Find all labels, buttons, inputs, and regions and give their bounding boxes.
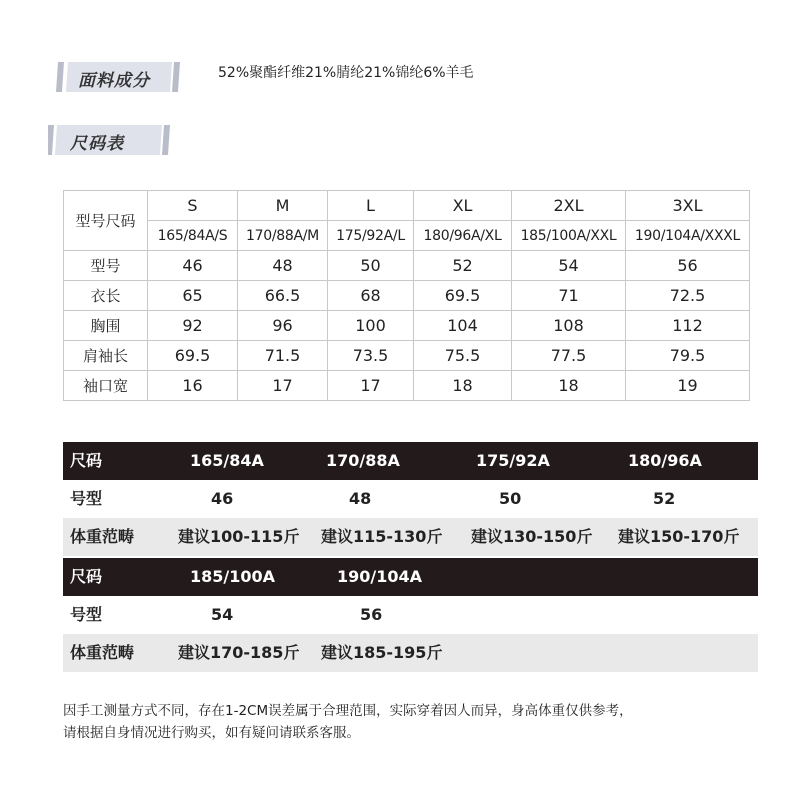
size-header: M: [238, 191, 328, 221]
row-label: 尺码: [70, 567, 103, 586]
table-cell: 建议115-130斤: [321, 527, 443, 546]
table-cell: 46: [211, 489, 234, 508]
table-row: [64, 371, 750, 401]
measurement-note: [63, 700, 763, 744]
note-line: 因手工测量方式不同，存在1-2CM误差属于合理范围，实际穿着因人而异，身高体重仅供参考，: [63, 703, 633, 719]
size-label-text: 尺码表: [70, 134, 124, 154]
table-cell: 56: [626, 251, 750, 281]
table-cell: 104: [414, 311, 512, 341]
table-row: [64, 221, 750, 251]
table-cell: 18: [512, 371, 626, 401]
size-code: 190/104A/XXXL: [626, 221, 750, 251]
row-label: 袖口宽: [64, 371, 148, 401]
size-header: S: [148, 191, 238, 221]
model-row: [63, 596, 758, 634]
size-code: 170/88A/M: [238, 221, 328, 251]
table-cell: 54: [512, 251, 626, 281]
table-row: [64, 281, 750, 311]
table-cell: 170/88A: [326, 451, 400, 470]
table-cell: 165/84A: [190, 451, 264, 470]
table-cell: 69.5: [414, 281, 512, 311]
table-cell: 73.5: [328, 341, 414, 371]
row-label: 号型: [70, 605, 103, 624]
table-cell: 52: [414, 251, 512, 281]
weight-row: [63, 634, 758, 672]
table-cell: 72.5: [626, 281, 750, 311]
table-cell: 71.5: [238, 341, 328, 371]
note-line: 请根据自身情况进行购买，如有疑问请联系客服。: [63, 725, 360, 741]
fabric-label-text: 面料成分: [78, 71, 150, 91]
table-cell: 68: [328, 281, 414, 311]
table-cell: 50: [328, 251, 414, 281]
table-cell: 17: [328, 371, 414, 401]
weight-row: [63, 518, 758, 556]
size-chart-table: [63, 190, 750, 401]
table-cell: 建议150-170斤: [618, 527, 740, 546]
size-header: L: [328, 191, 414, 221]
table-cell: 96: [238, 311, 328, 341]
model-row: [63, 480, 758, 518]
table-cell: 17: [238, 371, 328, 401]
corner-label: 型号尺码: [64, 191, 148, 251]
table-cell: 46: [148, 251, 238, 281]
fabric-composition: 52%聚酯纤维21%腈纶21%锦纶6%羊毛: [218, 65, 474, 81]
table-cell: 77.5: [512, 341, 626, 371]
row-label: 体重范畴: [70, 643, 135, 662]
table-cell: 建议170-185斤: [178, 643, 300, 662]
table-cell: 50: [499, 489, 522, 508]
table-cell: 54: [211, 605, 234, 624]
table-row: [64, 341, 750, 371]
table-cell: 18: [414, 371, 512, 401]
table-cell: 185/100A: [190, 567, 276, 586]
table-cell: 建议100-115斤: [178, 527, 300, 546]
table-cell: 100: [328, 311, 414, 341]
size-row: [63, 442, 758, 480]
size-header: 3XL: [626, 191, 750, 221]
fabric-section-label: [48, 62, 178, 92]
table-cell: 建议185-195斤: [321, 643, 443, 662]
table-cell: 65: [148, 281, 238, 311]
table-cell: 48: [349, 489, 372, 508]
table-cell: 16: [148, 371, 238, 401]
table-cell: 190/104A: [337, 567, 423, 586]
row-label: 衣长: [64, 281, 148, 311]
table-cell: 175/92A: [476, 451, 550, 470]
weight-table-block-2: [63, 558, 758, 672]
table-cell: 92: [148, 311, 238, 341]
table-cell: 56: [360, 605, 383, 624]
table-cell: 66.5: [238, 281, 328, 311]
table-cell: 69.5: [148, 341, 238, 371]
size-code: 175/92A/L: [328, 221, 414, 251]
row-label: 型号: [64, 251, 148, 281]
table-cell: 19: [626, 371, 750, 401]
row-label: 尺码: [70, 451, 103, 470]
table-cell: 71: [512, 281, 626, 311]
weight-table-block-1: [63, 442, 758, 556]
row-label: 体重范畴: [70, 527, 135, 546]
table-cell: 48: [238, 251, 328, 281]
table-cell: 75.5: [414, 341, 512, 371]
table-row: [64, 311, 750, 341]
size-code: 185/100A/XXL: [512, 221, 626, 251]
size-code: 165/84A/S: [148, 221, 238, 251]
table-cell: 108: [512, 311, 626, 341]
table-cell: 180/96A: [628, 451, 702, 470]
table-row: [64, 191, 750, 221]
size-header: XL: [414, 191, 512, 221]
table-cell: 52: [653, 489, 676, 508]
row-label: 肩袖长: [64, 341, 148, 371]
table-cell: 79.5: [626, 341, 750, 371]
size-code: 180/96A/XL: [414, 221, 512, 251]
table-row: [64, 251, 750, 281]
table-cell: 建议130-150斤: [471, 527, 593, 546]
size-header: 2XL: [512, 191, 626, 221]
size-row: [63, 558, 758, 596]
size-section-label: [48, 125, 168, 155]
row-label: 号型: [70, 489, 103, 508]
row-label: 胸围: [64, 311, 148, 341]
table-cell: 112: [626, 311, 750, 341]
